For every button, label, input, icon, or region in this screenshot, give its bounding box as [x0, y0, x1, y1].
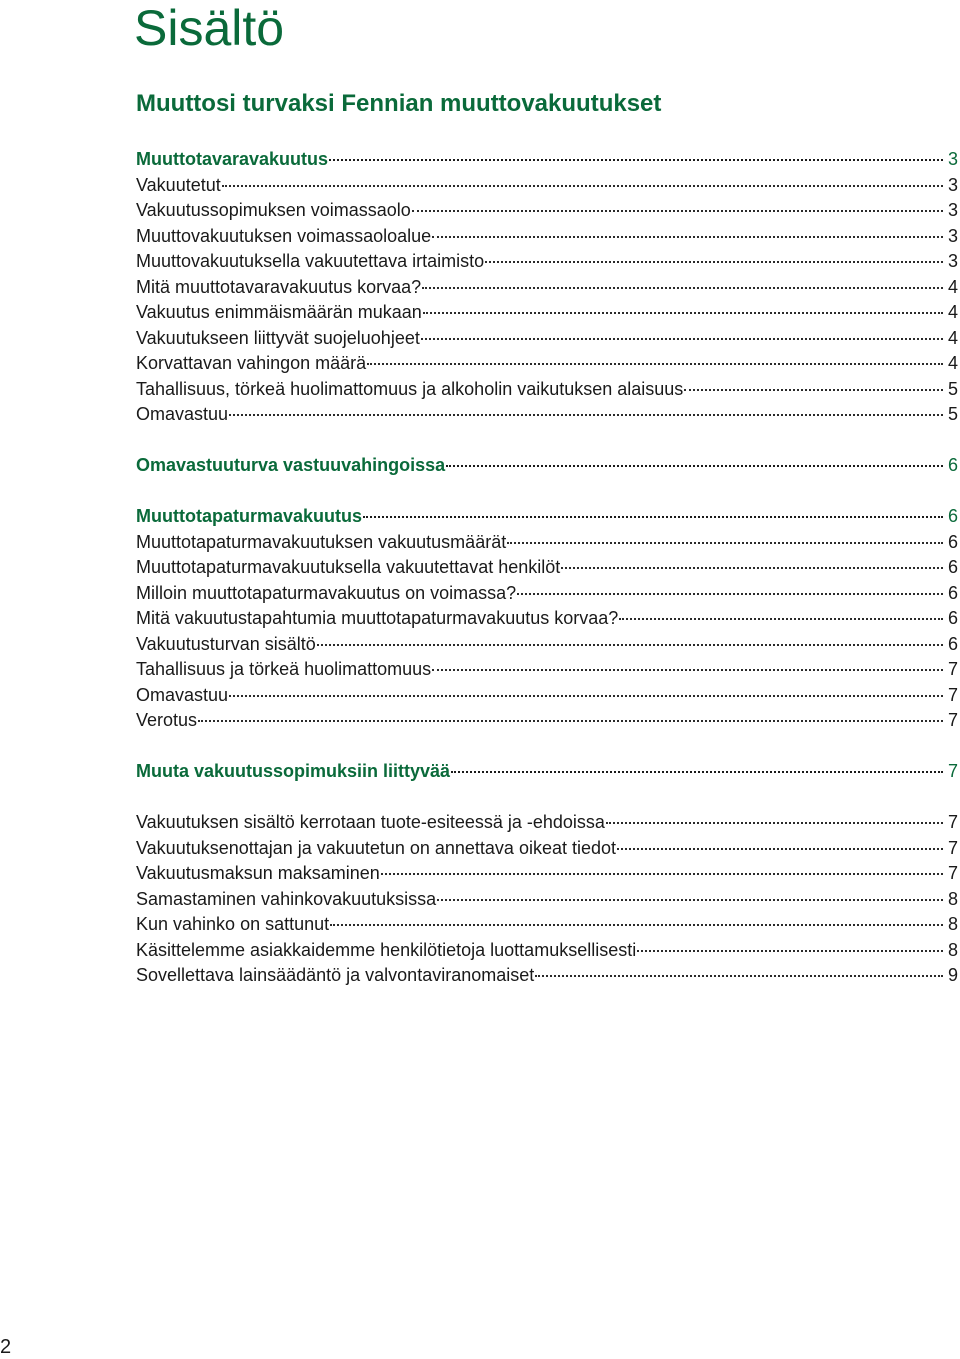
toc-entry-label: Vakuutus enimmäismäärän mukaan — [136, 302, 422, 322]
toc-entry-page: 7 — [947, 761, 958, 781]
toc-dot-leader — [198, 720, 943, 722]
toc-dot-leader — [485, 261, 943, 263]
toc-dot-leader — [329, 159, 943, 161]
toc-dot-leader — [222, 185, 943, 187]
toc-entry-page: 7 — [947, 812, 958, 832]
toc-dot-leader — [412, 210, 943, 212]
toc-dot-leader — [451, 771, 943, 773]
toc-entry-page: 6 — [947, 633, 958, 654]
toc-dot-leader — [617, 848, 943, 850]
toc-entry-label: Tahallisuus, törkeä huolimattomuus ja alkoholin vaikutuksen alaisuus — [136, 378, 684, 399]
toc-entry-label: Käsittelemme asiakkaidemme henkilötietoja luottamuksellisesti — [136, 939, 637, 960]
toc-spacer — [136, 479, 958, 505]
toc-entry-label: Korvattavan vahingon määrä — [136, 353, 367, 373]
toc-entry-label: Muuttovakuutuksella vakuutettava irtaimisto — [136, 251, 485, 271]
toc-section-heading[interactable] — [136, 147, 958, 173]
document-subtitle: Muuttosi turvaksi Fennian muuttovakuutukset — [136, 90, 662, 117]
toc-entry-label: Vakuutetut — [136, 174, 221, 195]
toc-entry-page: 5 — [947, 378, 958, 399]
toc-entry-page: 3 — [947, 200, 958, 220]
toc-entry[interactable] — [136, 326, 958, 352]
toc-dot-leader — [367, 363, 943, 365]
toc-entry-page: 7 — [947, 710, 958, 730]
toc-entry-label: Omavastuuturva vastuuvahingoissa — [136, 455, 446, 475]
toc-spacer — [136, 785, 958, 811]
toc-entry[interactable] — [136, 198, 958, 224]
toc-dot-leader — [330, 924, 943, 926]
toc-entry[interactable] — [136, 606, 958, 632]
toc-entry-label: Vakuutuksenottajan ja vakuutetun on annettava oikeat tiedot — [136, 837, 617, 858]
toc-spacer — [136, 734, 958, 760]
toc-dot-leader — [432, 669, 943, 671]
toc-dot-leader — [606, 822, 943, 824]
toc-entry[interactable] — [136, 887, 958, 913]
toc-dot-leader — [535, 975, 943, 977]
toc-dot-leader — [381, 873, 943, 875]
toc-entry-label: Vakuutusmaksun maksaminen — [136, 863, 380, 883]
toc-entry-label: Mitä muuttotavaravakuutus korvaa? — [136, 276, 422, 297]
toc-entry-label: Omavastuu — [136, 684, 229, 705]
toc-entry-page: 9 — [947, 965, 958, 985]
toc-entry-page: 4 — [947, 276, 958, 297]
toc-entry-label: Vakuutussopimuksen voimassaolo — [136, 200, 411, 220]
toc-dot-leader — [432, 236, 943, 238]
toc-entry-page: 8 — [947, 939, 958, 960]
toc-entry[interactable] — [136, 351, 958, 377]
toc-entry-label: Muuta vakuutussopimuksiin liittyvää — [136, 761, 451, 781]
toc-dot-leader — [507, 542, 943, 544]
toc-dot-leader — [684, 389, 943, 391]
toc-entry[interactable] — [136, 810, 958, 836]
toc-dot-leader — [317, 644, 943, 646]
toc-dot-leader — [437, 899, 943, 901]
toc-section-heading[interactable] — [136, 504, 958, 530]
toc-entry-page: 8 — [947, 888, 958, 909]
toc-entry-label: Muuttotapaturmavakuutuksen vakuutusmäärät — [136, 531, 507, 552]
toc-entry-page: 7 — [947, 837, 958, 858]
toc-dot-leader — [619, 618, 943, 620]
toc-dot-leader — [229, 695, 943, 697]
toc-section-heading[interactable] — [136, 453, 958, 479]
toc-entry[interactable] — [136, 683, 958, 709]
toc-dot-leader — [363, 516, 943, 518]
toc-entry-page: 6 — [947, 531, 958, 552]
toc-entry-page: 3 — [947, 174, 958, 195]
toc-entry-page: 6 — [947, 582, 958, 603]
toc-entry-page: 8 — [947, 914, 958, 934]
toc-entry-page: 7 — [947, 863, 958, 883]
toc-entry-label: Vakuutuksen sisältö kerrotaan tuote-esiteessä ja -ehdoissa — [136, 812, 605, 832]
toc-entry[interactable] — [136, 861, 958, 887]
toc-entry-page: 7 — [947, 684, 958, 705]
toc-entry-page: 5 — [947, 404, 958, 424]
toc-entry-label: Kun vahinko on sattunut — [136, 914, 330, 934]
toc-entry-page: 6 — [947, 557, 958, 577]
toc-entry-page: 4 — [947, 302, 958, 322]
toc-entry-page: 4 — [947, 327, 958, 348]
toc-entry[interactable] — [136, 708, 958, 734]
toc-entry-page: 6 — [947, 455, 958, 475]
toc-dot-leader — [517, 593, 943, 595]
toc-section-heading[interactable] — [136, 759, 958, 785]
toc-entry-label: Milloin muuttotapaturmavakuutus on voimassa? — [136, 582, 517, 603]
toc-entry-page: 4 — [947, 353, 958, 373]
toc-entry[interactable] — [136, 275, 958, 301]
toc-entry-label: Tahallisuus ja törkeä huolimattomuus — [136, 659, 432, 679]
toc-dot-leader — [229, 414, 943, 416]
page-title: Sisältö — [134, 0, 285, 56]
toc-entry[interactable] — [136, 555, 958, 581]
toc-entry-label: Vakuutusturvan sisältö — [136, 633, 316, 654]
toc-entry[interactable] — [136, 912, 958, 938]
toc-entry[interactable] — [136, 963, 958, 989]
toc-entry-label: Vakuutukseen liittyvät suojeluohjeet — [136, 327, 420, 348]
toc-entry-label: Muuttotapaturmavakuutuksella vakuutettavat henkilöt — [136, 557, 561, 577]
toc-entry-page: 3 — [947, 225, 958, 246]
toc-entry[interactable] — [136, 938, 958, 964]
toc-dot-leader — [423, 312, 943, 314]
toc-dot-leader — [561, 567, 943, 569]
toc-dot-leader — [446, 465, 943, 467]
toc-entry-page: 3 — [947, 149, 958, 169]
toc-entry-page: 6 — [947, 608, 958, 628]
toc-entry-page: 7 — [947, 659, 958, 679]
toc-entry-page: 3 — [947, 251, 958, 271]
toc-entry[interactable] — [136, 632, 958, 658]
toc-entry-label: Muuttovakuutuksen voimassaoloalue — [136, 225, 432, 246]
toc-entry[interactable] — [136, 300, 958, 326]
toc-entry-label: Samastaminen vahinkovakuutuksissa — [136, 888, 437, 909]
page-number: 2 — [0, 1336, 12, 1358]
toc-entry-label: Sovellettava lainsäädäntö ja valvontaviranomaiset — [136, 965, 535, 985]
toc-entry[interactable] — [136, 224, 958, 250]
toc-entry[interactable] — [136, 377, 958, 403]
toc-entry[interactable] — [136, 402, 958, 428]
toc-entry-page: 6 — [947, 506, 958, 526]
toc-entry-label: Muuttotavaravakuutus — [136, 149, 329, 169]
toc-entry[interactable] — [136, 836, 958, 862]
toc-entry[interactable] — [136, 173, 958, 199]
toc-entry-label: Verotus — [136, 710, 198, 730]
toc-dot-leader — [422, 287, 943, 289]
toc-entry[interactable] — [136, 581, 958, 607]
toc-entry[interactable] — [136, 249, 958, 275]
toc-dot-leader — [637, 950, 943, 952]
toc-entry-label: Muuttotapaturmavakuutus — [136, 506, 363, 526]
toc-entry[interactable] — [136, 530, 958, 556]
toc-dot-leader — [421, 338, 943, 340]
table-of-contents — [136, 147, 958, 989]
toc-spacer — [136, 428, 958, 454]
toc-entry[interactable] — [136, 657, 958, 683]
toc-entry-label: Mitä vakuutustapahtumia muuttotapaturmavakuutus korvaa? — [136, 608, 619, 628]
toc-entry-label: Omavastuu — [136, 404, 229, 424]
